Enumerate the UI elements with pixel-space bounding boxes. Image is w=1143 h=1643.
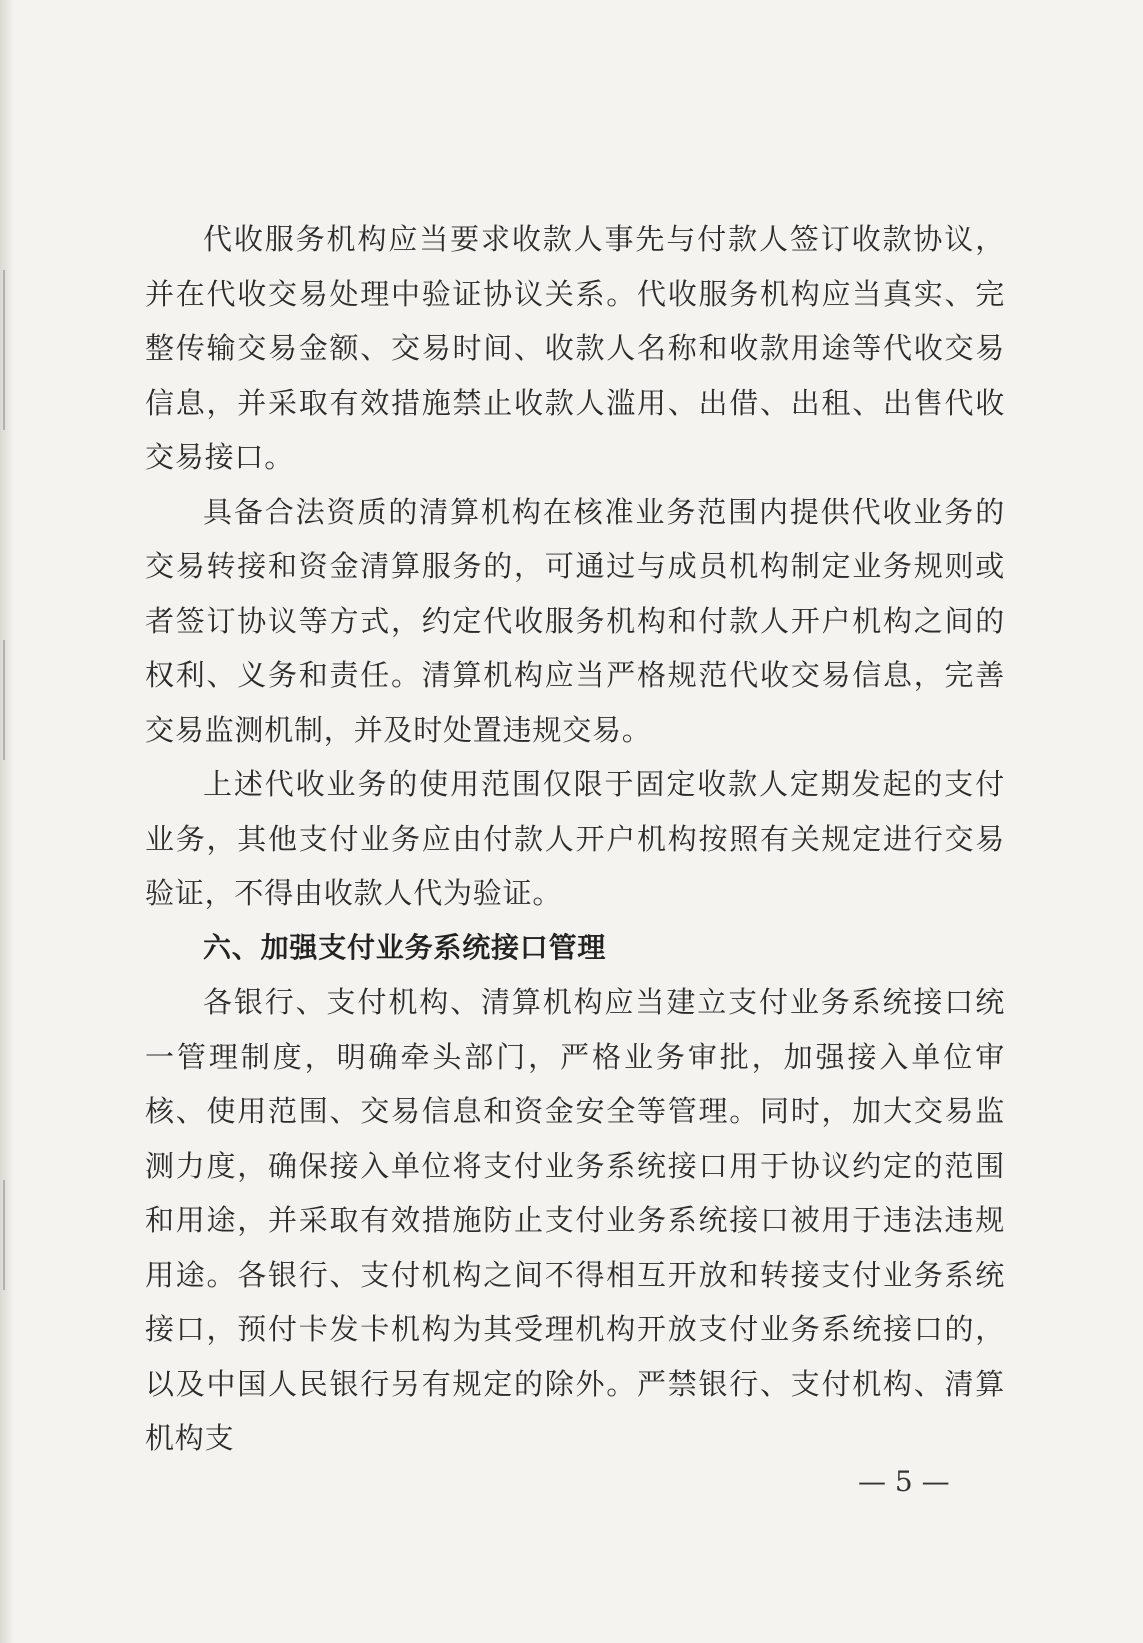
section-heading: 六、加强支付业务系统接口管理	[203, 930, 607, 964]
scan-edge-mark	[3, 640, 5, 760]
paragraph-3: 上述代收业务的使用范围仅限于固定收款人定期发起的支付业务，其他支付业务应由付款人开户机构按照有关规定进行交易验证，不得由收款人代为验证。	[145, 767, 1005, 910]
paragraph-4: 各银行、支付机构、清算机构应当建立支付业务系统接口统一管理制度，明确牵头部门，严格业务审批，加强接入单位审核、使用范围、交易信息和资金安全等管理。同时，加大交易监测力度，确保接入单位将支付业务系统接口用于协议约定的范围和用途，并采取有效措施防止支付业务系统接口被用于违法违规用途。各银行、支付机构之间不得相互开放和转接支付业务系统接口，预付卡发卡机构为其受理机构开放支付业务系统接口的，以及中国人民银行另有规定的除外。严禁银行、支付机构、清算机构支	[145, 985, 1005, 1455]
scan-edge-mark	[3, 270, 5, 430]
page-edge-shadow	[0, 0, 14, 1643]
scan-edge-mark	[3, 1180, 5, 1290]
paragraph-2: 具备合法资质的清算机构在核准业务范围内提供代收业务的交易转接和资金清算服务的，可通过与成员机构制定业务规则或者签订协议等方式，约定代收服务机构和付款人开户机构之间的权利、义务和责任。清算机构应当严格规范代收交易信息，完善交易监测机制，并及时处置违规交易。	[145, 494, 1005, 747]
page-number: — 5 —	[858, 1465, 950, 1498]
document-body	[145, 212, 1005, 1466]
paragraph-1: 代收服务机构应当要求收款人事先与付款人签订收款协议，并在代收交易处理中验证协议关系。代收服务机构应当真实、完整传输交易金额、交易时间、收款人名称和收款用途等代收交易信息，并采取有效措施禁止收款人滥用、出借、出租、出售代收交易接口。	[145, 222, 1005, 474]
